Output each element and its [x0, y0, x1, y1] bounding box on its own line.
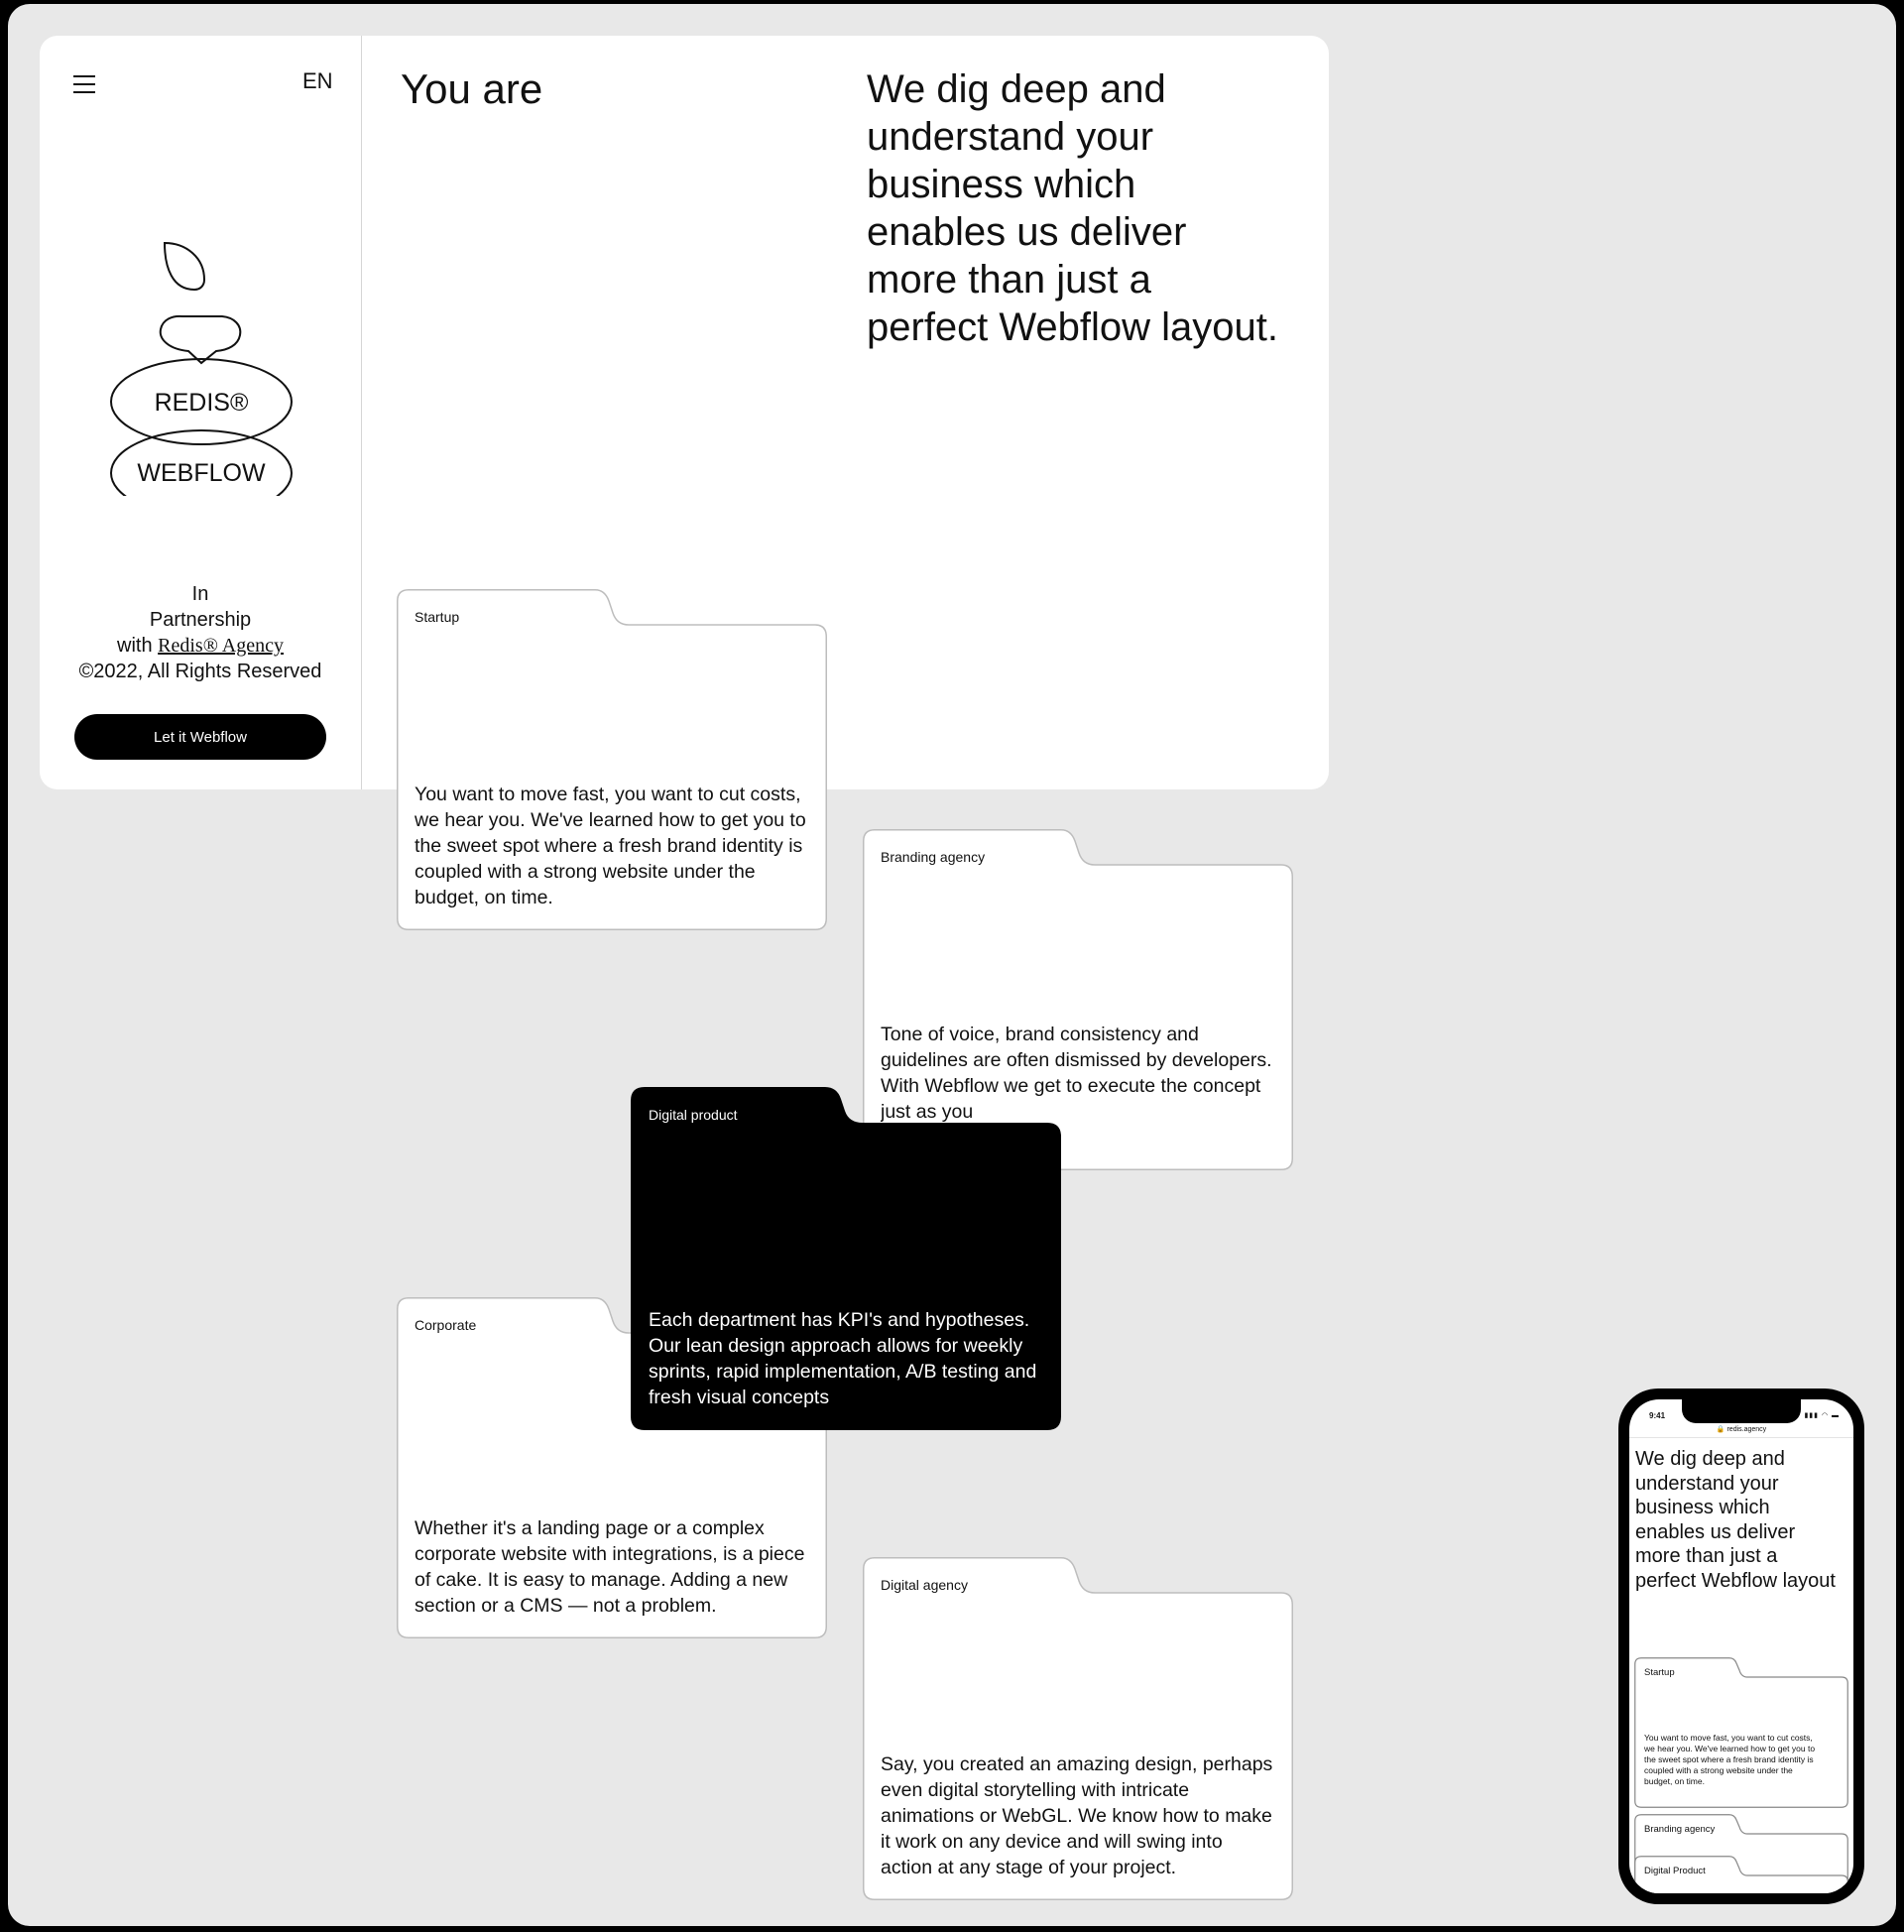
phone-screen [1629, 1399, 1853, 1893]
hero-headline: We dig deep and understand your business which enables us deliver more than just a perfect Webflow layout. [867, 67, 1279, 349]
card-label: Branding agency [881, 849, 986, 865]
menu-icon[interactable] [73, 75, 99, 97]
phone-url-bar[interactable]: 🔒 redis.agency [1716, 1426, 1767, 1433]
card-description: Each department has KPI's and hypotheses. Our lean design approach allows for weekly sprints, rapid implementation, A/B testing and fresh visual concepts [649, 1309, 1037, 1408]
partnership-info [40, 581, 361, 684]
logo-text-redis: REDIS® [154, 389, 249, 417]
card-description: Tone of voice, brand consistency and guidelines are often dismissed by developers. With Webflow we get to execute the concept just as you [881, 1024, 1272, 1123]
signal-wifi-battery-icon: ▮▮▮ ◠ ▬ [1804, 1412, 1840, 1419]
logo-graphic [107, 238, 296, 496]
card-startup[interactable] [397, 589, 827, 930]
phone-notch [1682, 1399, 1801, 1423]
language-selector[interactable]: EN [302, 68, 333, 93]
sidebar [40, 36, 362, 789]
card-description: Whether it's a landing page or a complex corporate website with integrations, is a piece of cake. It is easy to manage. Adding a new section or a CMS — not a problem. [415, 1517, 805, 1617]
partner-link[interactable]: Redis® Agency [158, 635, 284, 657]
card-label: Startup [1644, 1667, 1675, 1678]
phone-mockup [1618, 1389, 1864, 1904]
card-label: Digital Product [1644, 1866, 1706, 1876]
card-digital-agency[interactable] [863, 1557, 1293, 1900]
url-divider [1629, 1437, 1853, 1438]
intro-heading: You are [401, 65, 543, 112]
redis-webflow-logo [107, 238, 296, 496]
phone-headline: We dig deep and understand your business which enables us deliver more than just a perfect Webflow layout [1635, 1448, 1836, 1592]
card-label: Corporate [415, 1317, 477, 1333]
phone-card-startup[interactable] [1634, 1657, 1848, 1808]
partnership-line-partnership: Partnership [149, 609, 252, 631]
card-description: You want to move fast, you want to cut costs, we hear you. We've learned how to get you to the sweet spot where a fresh brand identity is coupled with a strong website under the budget, on time. [415, 784, 806, 908]
phone-time: 9:41 [1649, 1411, 1666, 1420]
let-it-webflow-button[interactable]: Let it Webflow [74, 714, 326, 760]
copyright: ©2022, All Rights Reserved [78, 661, 322, 682]
card-label: Branding agency [1644, 1824, 1716, 1835]
card-digital-product[interactable] [631, 1087, 1061, 1430]
page-background [8, 4, 1896, 1926]
card-label: Digital agency [881, 1577, 968, 1593]
card-label: Digital product [649, 1107, 738, 1123]
partnership-line-in: In [191, 583, 209, 605]
phone-card-digital-product[interactable] [1634, 1856, 1848, 1893]
card-description: You want to move fast, you want to cut costs, we hear you. We've learned how to get you to the sweet spot where a fresh brand identity is coupled with a strong website under the budget, on time. [1644, 1733, 1816, 1786]
partnership-line-with [40, 633, 361, 659]
partnership-with: with [117, 635, 153, 657]
logo-text-webflow: WEBFLOW [137, 459, 266, 487]
card-label: Startup [415, 609, 460, 625]
card-description: Say, you created an amazing design, perhaps even digital storytelling with intricate animations or WebGL. We know how to make it work on any device and will swing into action at any stage of your project. [881, 1753, 1273, 1878]
